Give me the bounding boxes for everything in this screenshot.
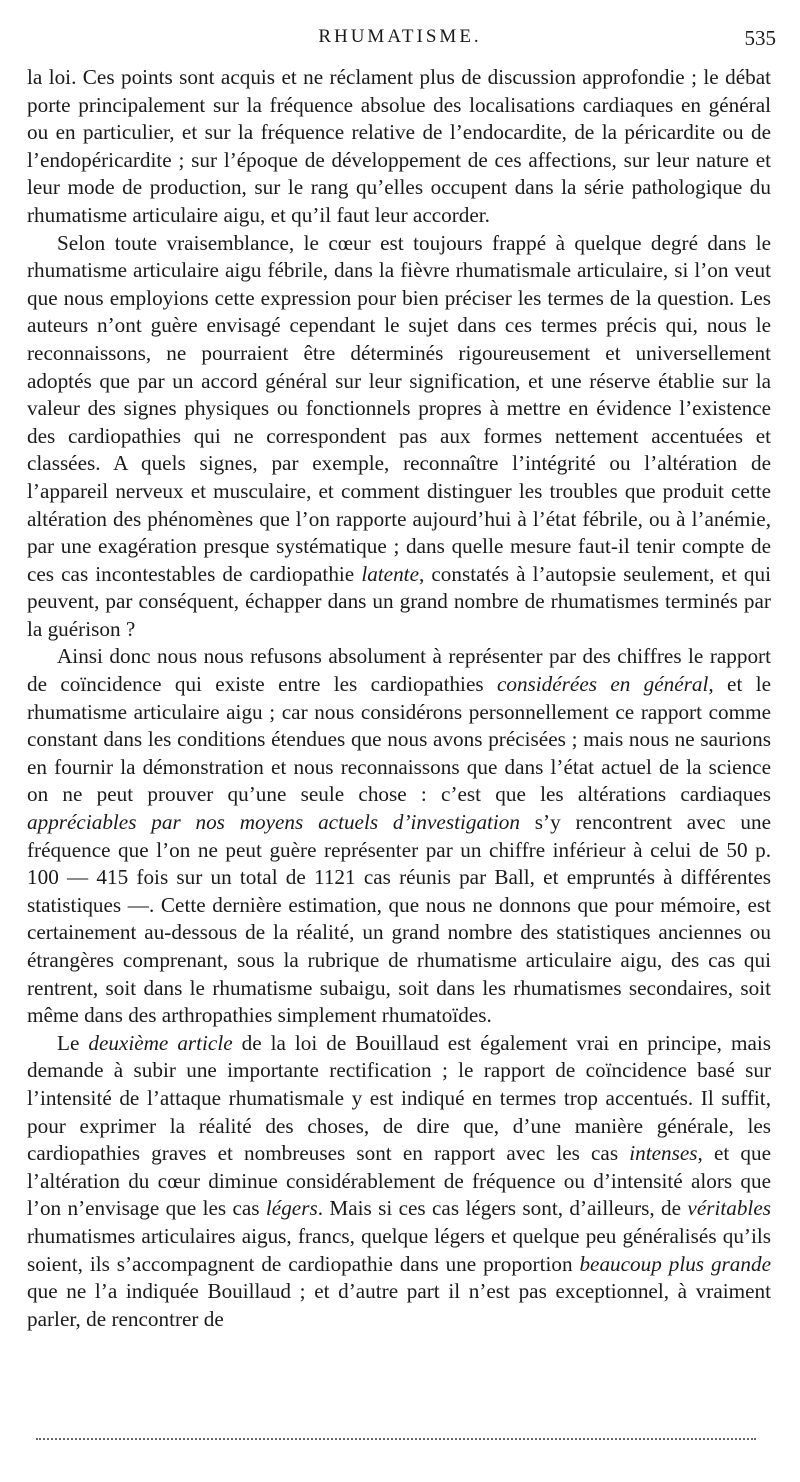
paragraph-2 [27, 230, 771, 644]
paragraph-text: s’y rencontrent avec une fréquence que l’on ne peut guère représenter par un chiffre inférieur à celui de 50 p. 100 — 415 fois sur un total de 1121 cas réunis par Ball, et empruntés à différentes statistiques —. Cette dernière estimation, que nous ne donnons que pour mémoire, est certainement au-dessous de la réalité, un grand nombre des statistiques anciennes ou étrangères comprenant, sous la rubrique de rhumatisme articulaire aigu, des cas qui rentrent, soit dans le rhumatisme subaigu, soit dans les rhumatismes secondaires, soit même dans des arthropathies simplement rhumatoïdes. [27, 810, 771, 1028]
paragraph-text: rhumatismes articulaires aigus, francs, quelque légers et quelque peu généralisés qu’ils soient, ils s’accompagnent de cardiopathie dans une proportion [27, 1223, 771, 1276]
paragraph-text: la loi. Ces points sont acquis et ne réclament plus de discussion approfondie ; le débat porte principalement sur la fréquence absolue des localisations cardiaques en général ou en particulier, et sur la fréquence relative de l’endocardite, de la péricardite ou de l’endopéricardite ; sur l’époque de développement de ces affections, sur leur nature et leur mode de production, sur le rang qu’elles occupent dans la série pathologique du rhumatisme articulaire aigu, et qu’il faut leur accorder. [27, 65, 771, 227]
page-body [27, 64, 771, 1333]
italic-term: beaucoup plus grande [579, 1251, 771, 1276]
page-number: 535 [744, 26, 776, 50]
paragraph-1 [27, 64, 771, 230]
italic-term: appréciables par nos moyens actuels d’investigation [27, 810, 520, 835]
paragraph-text: . Mais si ces cas légers sont, d’ailleurs, de [317, 1196, 688, 1221]
italic-term: légers [265, 1196, 318, 1221]
italic-term: intenses [629, 1141, 698, 1166]
paragraph-text: que ne l’a indiquée Bouillaud ; et d’autre part il n’est pas exceptionnel, à vraiment parler, de rencontrer de [27, 1279, 771, 1331]
paragraph-text: , constatés à l’autopsie seulement, et qui peuvent, par conséquent, échapper dans un grand nombre de rhumatismes terminés par la guérison ? [27, 561, 771, 641]
page-header [24, 18, 776, 54]
paragraph-text: , et le rhumatisme articulaire aigu ; car nous considérons personnellement ce rapport comme constant dans les conditions étendues que nous avons précisées ; mais nous ne saurions en fournir la démonstration et nous reconnaissons que dans l’état actuel de la science on ne peut prouver qu’une seule chose : c’est que les altérations cardiaques [27, 672, 771, 807]
paragraph-4 [27, 1030, 771, 1334]
paragraph-text: Selon toute vraisemblance, le cœur est toujours frappé à quelque degré dans le rhumatisme articulaire aigu fébrile, dans la fièvre rhumatismale articulaire, si l’on veut que nous employions cette expression pour bien préciser les termes de la question. Les auteurs n’ont guère envisagé cependant le sujet dans ces termes précis qui, nous le reconnaissons, ne pourraient être déterminés rigoureusement et universellement adoptés que par un accord général sur leur signification, et une réserve établie sur la valeur des signes physiques ou fonctionnels propres à mettre en évidence l’existence des cardiopathies qui ne correspondent pas aux formes nettement accentuées et classées. A quels signes, par exemple, reconnaître l’intégrité ou l’altération de l’appareil nerveux et musculaire, et comment distinguer les troubles que produit cette altération des phénomènes que l’on rapporte aujourd’hui à l’état fébrile, ou à l’anémie, par une exagération presque systématique ; dans quelle mesure faut-il tenir compte de ces cas incontestables de cardiopathie [27, 230, 771, 586]
paragraph-3 [27, 643, 771, 1029]
paragraph-text: , et que l’altération du cœur diminue considérablement de fréquence ou d’intensité alors que l’on n’envisage que les cas [27, 1141, 771, 1221]
paragraph-text: Le [57, 1030, 89, 1055]
italic-term: véritables [687, 1196, 771, 1221]
italic-term: latente [361, 561, 419, 586]
paragraph-text: de la loi de Bouillaud est également vrai en principe, mais demande à subir une importante rectification ; le rapport de coïncidence basé sur l’intensité de l’attaque rhumatismale y est indiqué en termes trop accentués. Il suffit, pour exprimer la réalité des choses, de dire que, d’une manière générale, les cardiopathies graves et nombreuses sont en rapport avec les cas [27, 1030, 771, 1166]
running-title: RHUMATISME. [318, 26, 482, 47]
italic-term: deuxième article [88, 1030, 233, 1055]
paragraph-text: Ainsi donc nous nous refusons absolument à représenter par des chiffres le rapport de coïncidence qui existe entre les cardiopathies [27, 644, 771, 697]
italic-term: considérées en général [496, 672, 709, 697]
footer-rule [36, 1438, 756, 1440]
